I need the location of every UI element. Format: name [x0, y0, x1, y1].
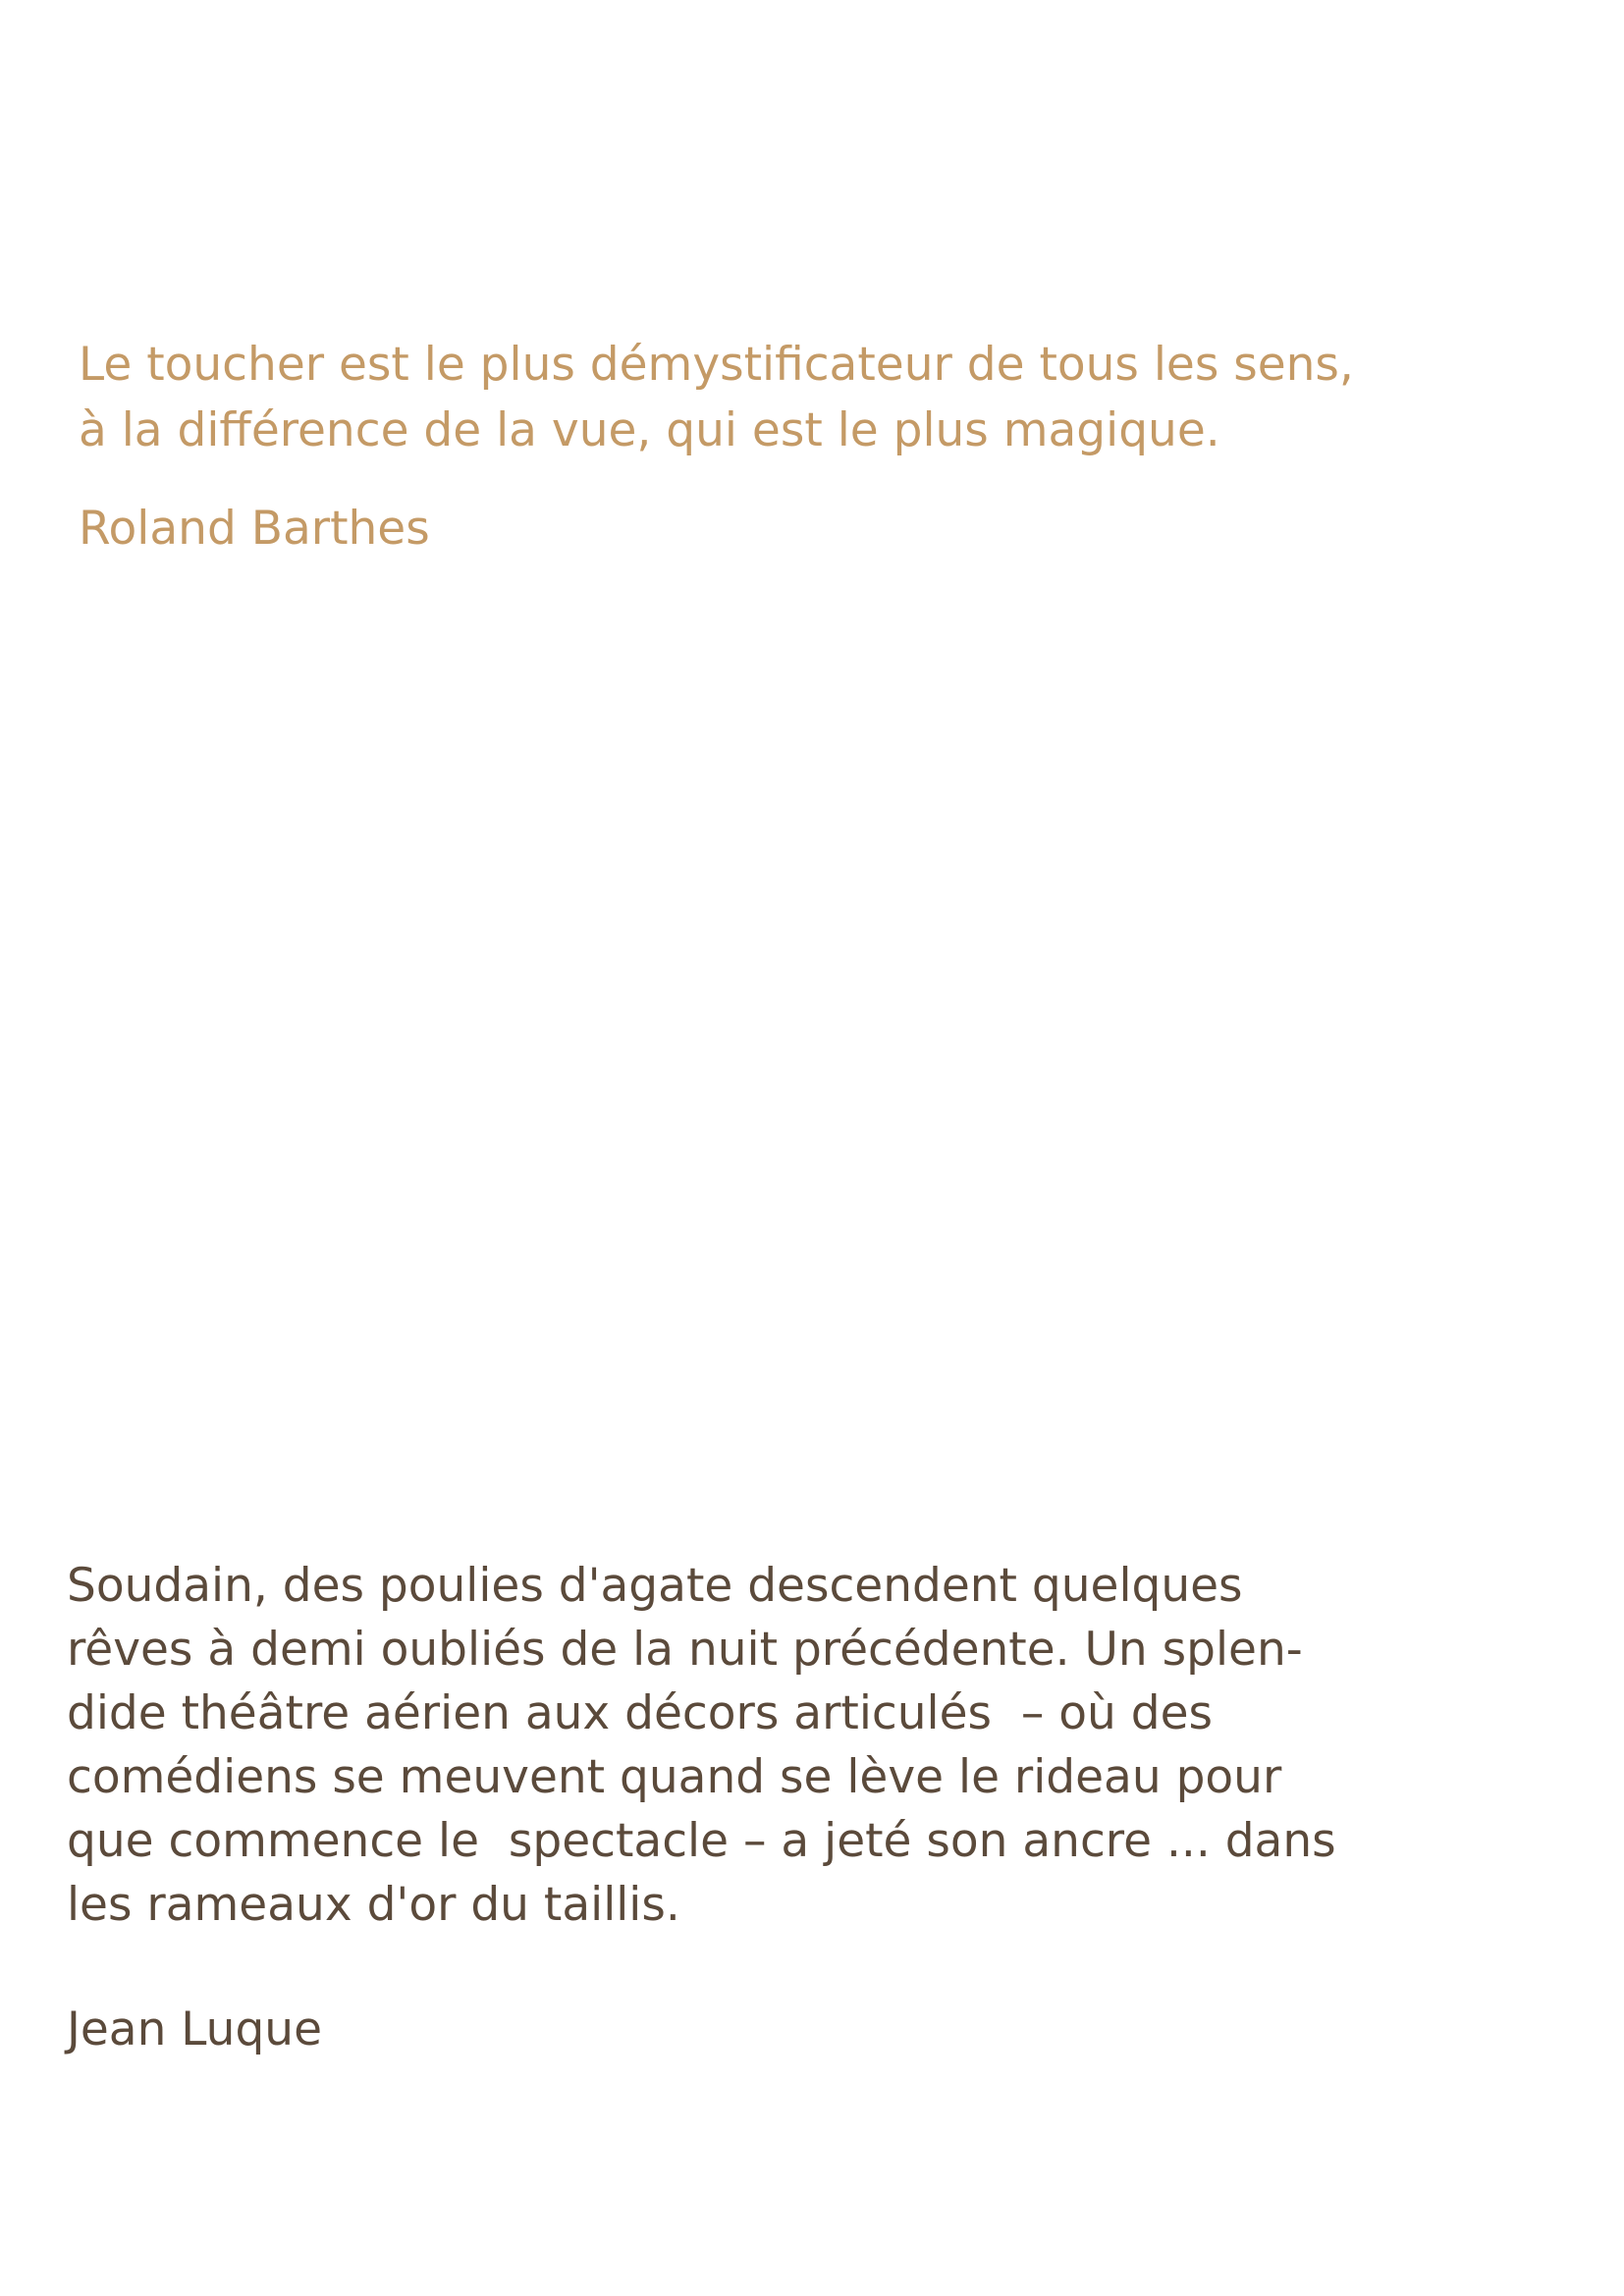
passage-line-5: que commence le spectacle – a jeté son ancre ... dans [67, 1814, 1336, 1868]
epigraph-quote [79, 332, 1591, 561]
passage-line-4: comédiens se meuvent quand se lève le rideau pour [67, 1750, 1282, 1804]
epigraph-line-2: à la différence de la vue, qui est le plus magique. [79, 403, 1220, 457]
passage-author: Jean Luque [67, 2002, 322, 2056]
passage-text [67, 1554, 1598, 1937]
epigraph-author: Roland Barthes [79, 502, 430, 556]
passage-line-6: les rameaux d'or du taillis. [67, 1878, 680, 1932]
passage-line-2: rêves à demi oubliés de la nuit précédente. Un splen- [67, 1623, 1303, 1677]
epigraph-line-1: Le toucher est le plus démystificateur de tous les sens, [79, 338, 1354, 392]
passage-line-3: dide théâtre aérien aux décors articulés – où des [67, 1686, 1214, 1740]
prose-passage [67, 1554, 1598, 2061]
epigraph-text [79, 332, 1591, 463]
passage-line-1: Soudain, des poulies d'agate descendent quelques [67, 1559, 1243, 1613]
